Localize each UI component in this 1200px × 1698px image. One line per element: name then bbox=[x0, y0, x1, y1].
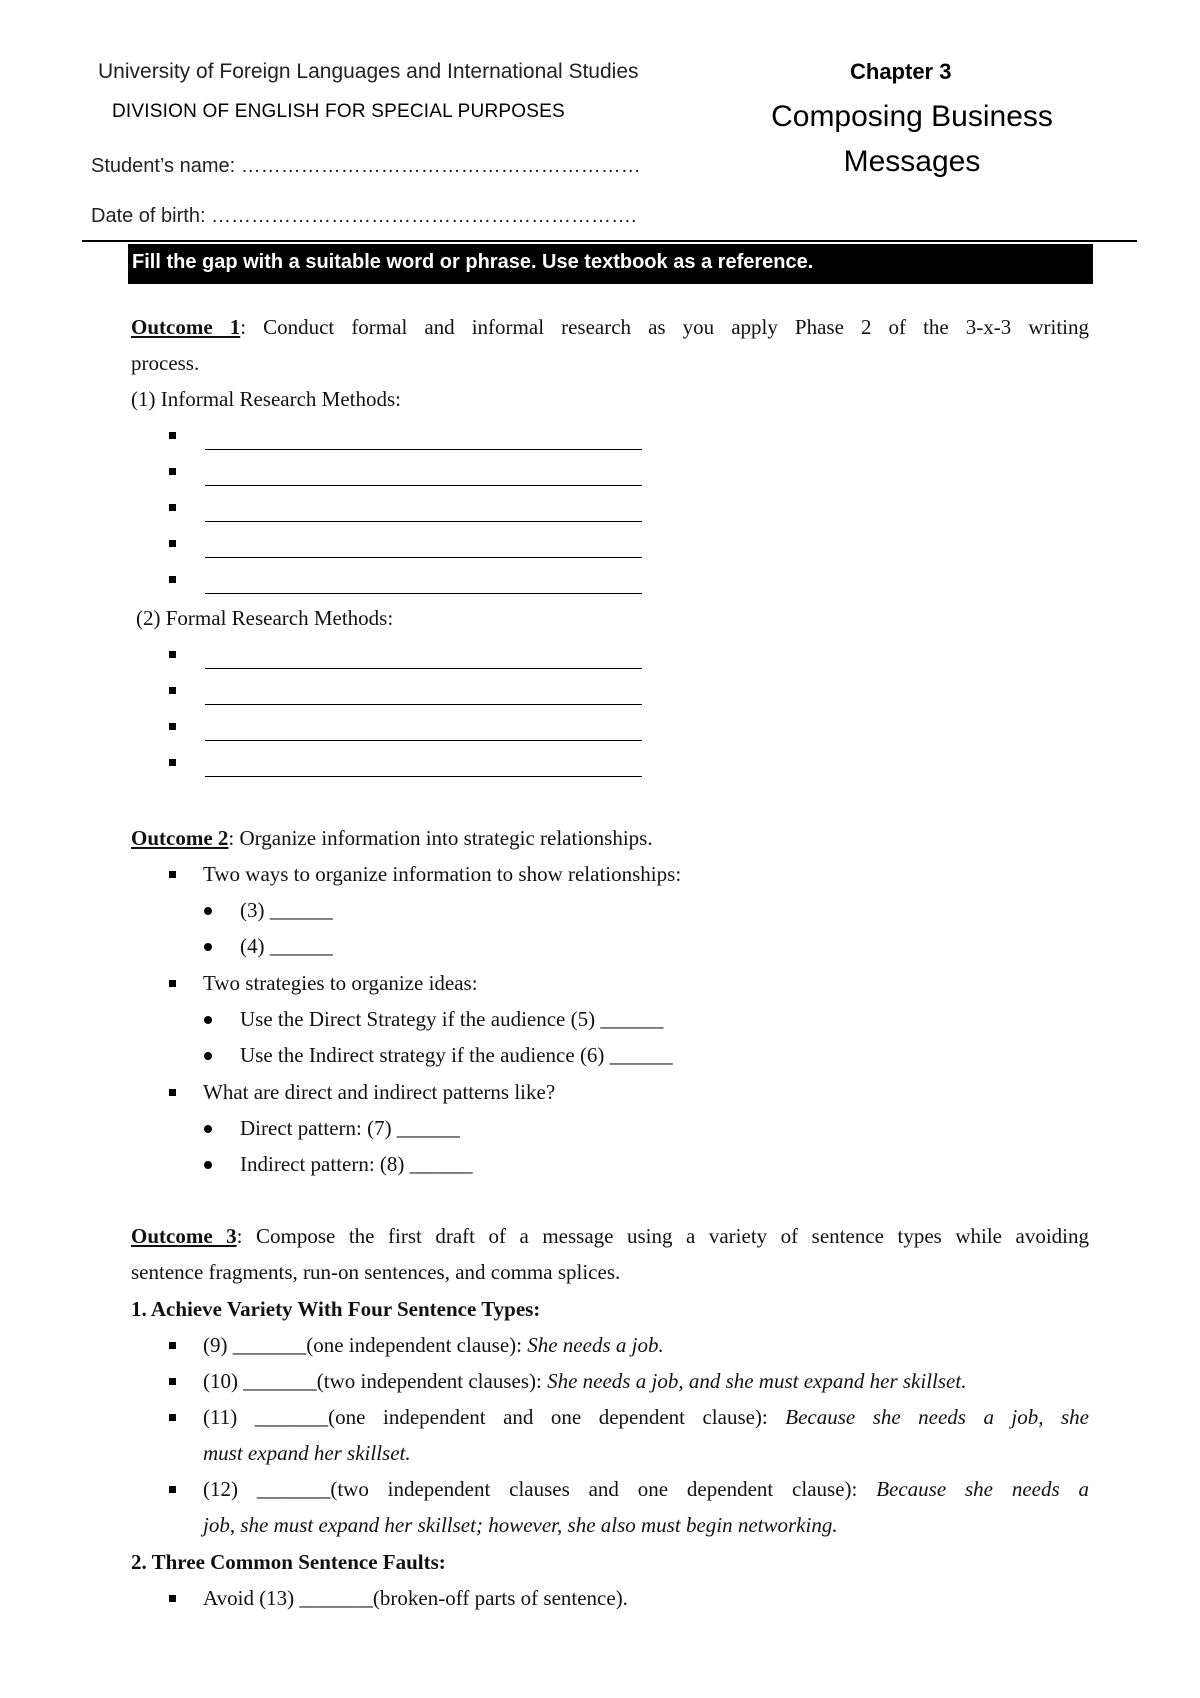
formal-methods-heading: (2) Formal Research Methods: bbox=[136, 606, 394, 630]
blank-line bbox=[205, 449, 642, 450]
university-name: University of Foreign Languages and International Studies bbox=[98, 60, 639, 83]
bullet-square bbox=[169, 687, 176, 694]
outcome1-label: Outcome 1 bbox=[131, 315, 241, 339]
gap-item-11-line1 bbox=[203, 1405, 1089, 1430]
bullet-square bbox=[169, 759, 176, 766]
gap-item-7: Direct pattern: (7) ______ bbox=[240, 1116, 460, 1140]
gap-item-12-line2 bbox=[203, 1513, 838, 1538]
bullet-square bbox=[169, 576, 176, 583]
gap-item-6: Use the Indirect strategy if the audience (6) ______ bbox=[240, 1043, 673, 1067]
outcome3-line1 bbox=[131, 1224, 1089, 1249]
instruction-banner: Fill the gap with a suitable word or phrase. Use textbook as a reference. bbox=[128, 244, 1093, 284]
student-name-field: Student’s name: …………………………………………………… bbox=[91, 155, 641, 177]
gap-item-5: Use the Direct Strategy if the audience (5) ______ bbox=[240, 1007, 664, 1031]
gap-item-9-example: She needs a job. bbox=[527, 1333, 664, 1357]
sentence-faults-heading: 2. Three Common Sentence Faults: bbox=[131, 1550, 446, 1574]
gap-item-9-text: (9) _______(one independent clause): bbox=[203, 1333, 528, 1357]
bullet-square bbox=[169, 871, 176, 878]
outcome3-text: : Compose the first draft of a message using a variety of sentence types while avoiding bbox=[236, 1224, 1089, 1248]
gap-item-11-line2 bbox=[203, 1441, 411, 1466]
gap-item-10-text: (10) _______(two independent clauses): bbox=[203, 1369, 548, 1393]
strategies-item: Two strategies to organize ideas: bbox=[203, 971, 478, 995]
bullet-square bbox=[169, 651, 176, 658]
blank-line bbox=[205, 740, 642, 741]
gap-item-9 bbox=[203, 1333, 664, 1358]
date-of-birth-field: Date of birth: ………………………………………………………. bbox=[91, 205, 637, 227]
bullet-dot bbox=[204, 1125, 212, 1133]
chapter-title: Composing Business Messages bbox=[771, 100, 1053, 178]
blank-line bbox=[205, 521, 642, 522]
ways-item: Two ways to organize information to show relationships: bbox=[203, 862, 682, 886]
bullet-square bbox=[169, 1378, 176, 1385]
bullet-dot bbox=[204, 1052, 212, 1060]
gap-item-4: (4) ______ bbox=[240, 934, 333, 958]
gap-item-10-example: She needs a job, and she must expand her skillset. bbox=[547, 1369, 967, 1393]
bullet-square bbox=[169, 504, 176, 511]
gap-item-8: Indirect pattern: (8) ______ bbox=[240, 1152, 473, 1176]
gap-item-12-example: Because she needs a bbox=[876, 1477, 1089, 1501]
bullet-dot bbox=[204, 1016, 212, 1024]
gap-item-11-example-cont: must expand her skillset. bbox=[203, 1441, 411, 1465]
outcome2-line bbox=[131, 826, 653, 851]
outcome1-line1 bbox=[131, 315, 1089, 340]
outcome3-line2: sentence fragments, run-on sentences, and comma splices. bbox=[131, 1260, 621, 1284]
gap-item-12-example-cont: job, she must expand her skillset; however, she also must begin networking. bbox=[203, 1513, 838, 1537]
bullet-dot bbox=[204, 907, 212, 915]
bullet-square bbox=[169, 432, 176, 439]
bullet-square bbox=[169, 1089, 176, 1096]
bullet-square bbox=[169, 723, 176, 730]
blank-line bbox=[205, 668, 642, 669]
patterns-item: What are direct and indirect patterns like? bbox=[203, 1080, 556, 1104]
header-divider bbox=[82, 240, 1137, 242]
gap-item-10 bbox=[203, 1369, 966, 1394]
sentence-types-heading: 1. Achieve Variety With Four Sentence Types: bbox=[131, 1297, 541, 1321]
bullet-square bbox=[169, 1414, 176, 1421]
gap-item-12-line1 bbox=[203, 1477, 1089, 1502]
bullet-square bbox=[169, 1342, 176, 1349]
chapter-label: Chapter 3 bbox=[850, 59, 952, 84]
outcome1-line2: process. bbox=[131, 351, 200, 375]
blank-line bbox=[205, 593, 642, 594]
bullet-square bbox=[169, 980, 176, 987]
blank-line bbox=[205, 557, 642, 558]
gap-item-11-text: (11) _______(one independent and one dependent clause): bbox=[203, 1405, 786, 1429]
gap-item-11-example: Because she needs a job, she bbox=[785, 1405, 1089, 1429]
outcome1-text: : Conduct formal and informal research as you apply Phase 2 of the 3-x-3 writing bbox=[240, 315, 1089, 339]
bullet-square bbox=[169, 540, 176, 547]
bullet-dot bbox=[204, 943, 212, 951]
blank-line bbox=[205, 704, 642, 705]
bullet-square bbox=[169, 468, 176, 475]
outcome2-label: Outcome 2 bbox=[131, 826, 229, 850]
outcome2-text: : Organize information into strategic relationships. bbox=[228, 826, 653, 850]
division-name: DIVISION OF ENGLISH FOR SPECIAL PURPOSES bbox=[112, 101, 565, 122]
informal-methods-heading: (1) Informal Research Methods: bbox=[131, 387, 401, 411]
gap-item-3: (3) ______ bbox=[240, 898, 333, 922]
gap-item-12-text: (12) _______(two independent clauses and one dependent clause): bbox=[203, 1477, 877, 1501]
outcome3-label: Outcome 3 bbox=[131, 1224, 237, 1248]
gap-item-13: Avoid (13) _______(broken-off parts of sentence). bbox=[203, 1586, 628, 1610]
bullet-square bbox=[169, 1595, 176, 1602]
bullet-dot bbox=[204, 1161, 212, 1169]
blank-line bbox=[205, 776, 642, 777]
blank-line bbox=[205, 485, 642, 486]
bullet-square bbox=[169, 1486, 176, 1493]
